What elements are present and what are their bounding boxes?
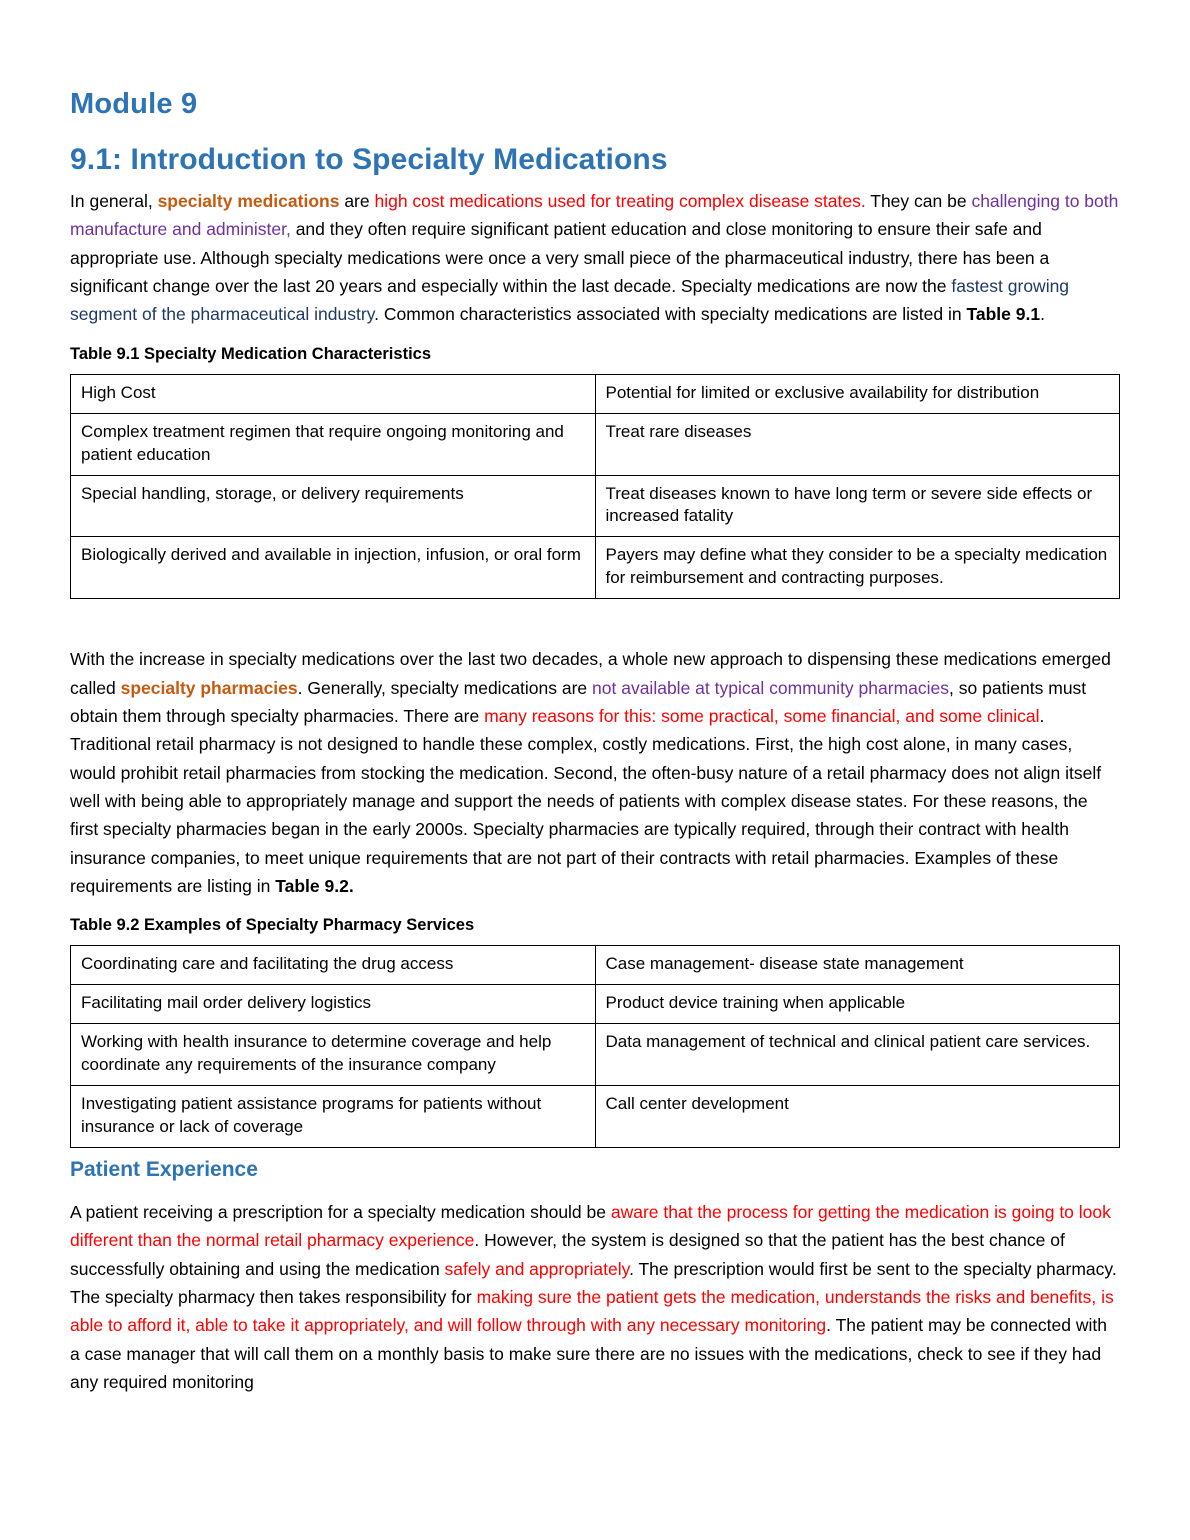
intro-highlight-high-cost: high cost medications used for treating complex disease states.: [374, 191, 866, 211]
table-cell: Product device training when applicable: [595, 985, 1120, 1024]
specialty-pharmacy-services-table: [70, 945, 1120, 1148]
table-cell: Payers may define what they consider to be a specialty medication for reimbursement and contracting purposes.: [595, 537, 1120, 599]
subsection-heading-patient-experience: Patient Experience: [70, 1158, 258, 1181]
p3-seg-3: . However, the system is designed so that the patient has the best chance of successfully obtaining and using the medication: [70, 1230, 1065, 1279]
p2-seg-3: . Generally, specialty medications are: [297, 677, 593, 698]
intro-table-ref: Table 9.1: [966, 304, 1041, 325]
p2-highlight-not-available: not available at typical community pharmacies: [592, 677, 950, 698]
intro-seg-5: They can be: [865, 191, 972, 211]
table-cell: Call center development: [595, 1086, 1120, 1148]
p2-highlight-many-reasons: many reasons for this: some practical, some financial, and some clinical: [484, 705, 1040, 726]
p3-seg-1: A patient receiving a prescription for a specialty medication should be: [70, 1202, 611, 1222]
intro-highlight-fastest-growing: fastest growing segment of the pharmaceutical industry: [70, 276, 1070, 325]
patient-experience-paragraph: [70, 1198, 1120, 1396]
table-cell: Facilitating mail order delivery logistics: [71, 985, 596, 1024]
table-cell: Special handling, storage, or delivery requirements: [71, 475, 596, 537]
table-row: [71, 985, 1120, 1024]
intro-seg-11: .: [1040, 304, 1045, 325]
table-cell: Potential for limited or exclusive availability for distribution: [595, 374, 1120, 413]
p3-seg-5: . The prescription would first be sent to the specialty pharmacy. The specialty pharmacy then takes responsibility for: [70, 1258, 1117, 1308]
table-1-caption: Table 9.1 Specialty Medication Characteristics: [70, 344, 432, 363]
table-row: [71, 946, 1120, 985]
p3-highlight-aware: aware that the process for getting the medication is going to look different than the normal retail pharmacy experience: [70, 1202, 1111, 1251]
p2-seg-7: . Traditional retail pharmacy is not designed to handle these complex, costly medications. First, the high cost alone, in many cases, would prohibit retail pharmacies from stocking the medication. Second, the often-busy nature of a retail pharmacy does not align itself well with being able to appropriately manage and support the needs of patients with complex disease states. For these reasons, the first specialty pharmacies began in the early 2000s. Specialty pharmacies are typically required, through their contract with health insurance companies, to meet unique requirements that are not part of their contracts with retail pharmacies. Examples of these requirements are listing in: [70, 705, 1102, 897]
table-row: [71, 374, 1120, 413]
table-cell: Treat diseases known to have long term or severe side effects or increased fatality: [595, 475, 1120, 537]
p2-table-ref: Table 9.2.: [275, 876, 354, 897]
table-cell: Biologically derived and available in injection, infusion, or oral form: [71, 537, 596, 599]
specialty-pharmacies-paragraph: [70, 645, 1120, 900]
intro-seg-1: In general,: [70, 191, 158, 211]
intro-seg-3: are: [339, 191, 375, 211]
table-row: [71, 1024, 1120, 1086]
table-cell: Complex treatment regimen that require ongoing monitoring and patient education: [71, 413, 596, 475]
table-row: [71, 413, 1120, 475]
table-2-caption: Table 9.2 Examples of Specialty Pharmacy Services: [70, 916, 475, 935]
p3-highlight-making-sure: making sure the patient gets the medication, understands the risks and benefits, is able to afford it, able to take it appropriately, and will follow through with any necessary monitoring: [70, 1287, 1114, 1336]
table-cell: Investigating patient assistance programs for patients without insurance or lack of coverage: [71, 1086, 596, 1148]
intro-seg-9: . Common characteristics associated with specialty medications are listed in: [374, 304, 967, 325]
p3-highlight-safely: safely and appropriately: [444, 1258, 630, 1279]
p2-seg-1: With the increase in specialty medications over the last two decades, a whole new approach to dispensing these medications emerged called: [70, 649, 1111, 698]
specialty-medication-characteristics-table: [70, 374, 1120, 600]
table-cell: Treat rare diseases: [595, 413, 1120, 475]
spacer: [70, 609, 1120, 645]
p3-seg-7: . The patient may be connected with a case manager that will call them on a monthly basis to make sure there are no issues with the medications, check to see if they had any required monitoring: [70, 1315, 1107, 1393]
section-heading: 9.1: Introduction to Specialty Medications: [70, 143, 668, 176]
p2-term-specialty-pharmacies: specialty pharmacies: [120, 677, 298, 698]
intro-term-specialty-medications: specialty medications: [157, 191, 340, 211]
table-cell: Case management- disease state management: [595, 946, 1120, 985]
intro-paragraph: [70, 187, 1120, 329]
table-row: [71, 1086, 1120, 1148]
table-cell: Coordinating care and facilitating the drug access: [71, 946, 596, 985]
table-row: [71, 537, 1120, 599]
table-cell: Data management of technical and clinical patient care services.: [595, 1024, 1120, 1086]
intro-seg-7: and they often require significant patient education and close monitoring to ensure their safe and appropriate use. Although specialty medications were once a very small piece of the pharmaceutical industry, there has been a significant change over the last 20 years and especially within the last decade. Specialty medications are now the: [70, 219, 1050, 297]
p2-seg-5: , so patients must obtain them through specialty pharmacies. There are: [70, 677, 1087, 726]
intro-highlight-challenging: challenging to both manufacture and administer,: [70, 191, 1119, 240]
table-row: [71, 475, 1120, 537]
table-cell: High Cost: [71, 374, 596, 413]
page-title: Module 9: [70, 88, 198, 120]
table-cell: Working with health insurance to determine coverage and help coordinate any requirements of the insurance company: [71, 1024, 596, 1086]
